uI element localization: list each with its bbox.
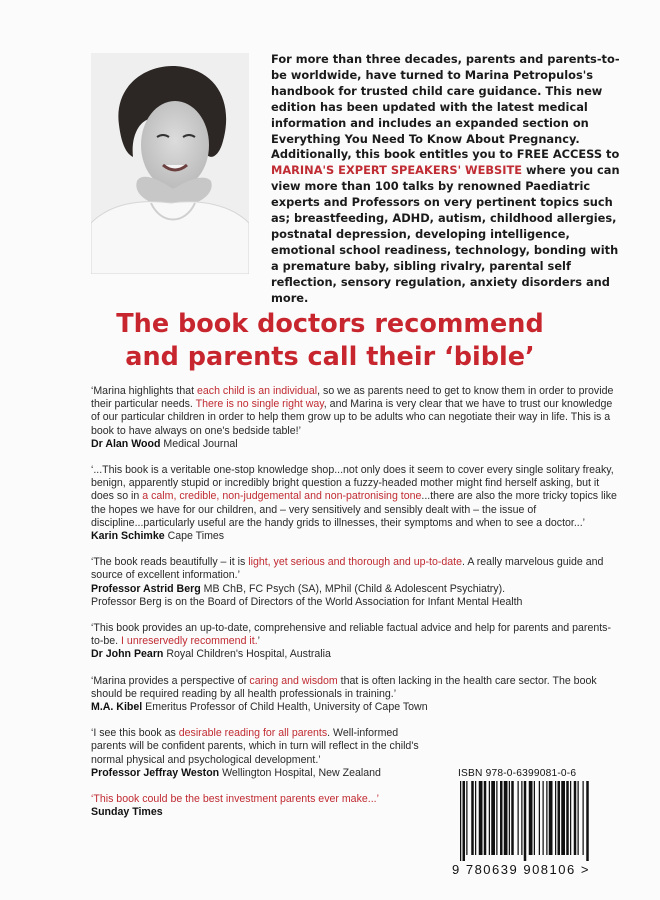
barcode-bar <box>460 781 461 861</box>
barcode-bar <box>574 781 577 855</box>
reviewer-affiliation: Emeritus Professor of Child Health, University of Cape Town <box>145 701 428 714</box>
barcode-bar <box>496 781 497 855</box>
quote-text: that is often lacking in the health care sector. The book should be required reading by all health professionals in training.’ <box>91 674 597 700</box>
barcode-bar <box>471 781 474 855</box>
review-sunday-times <box>91 793 431 819</box>
barcode-bar <box>549 781 553 855</box>
barcode-bar <box>586 781 589 861</box>
barcode-bar <box>555 781 556 855</box>
barcode-bar <box>546 781 547 855</box>
review-john-pearn <box>91 622 621 662</box>
quote-text: ...there are also the more tricky topics like the hopes we have for our children, and – very sensitively and sensibly dealt with – the issue of discipline...particularly useful are the handy grids to illnesses, their symptoms and when to see a doctor...’ <box>91 490 617 529</box>
reviewer-affiliation: MB ChB, FC Psych (SA), MPhil (Child & Adolescent Psychiatry). <box>203 582 506 595</box>
barcode-bar <box>466 781 467 855</box>
quote-highlight: ‘This book could be the best investment parents ever make...’ <box>91 793 379 806</box>
review-author <box>91 767 421 780</box>
reviewer-affiliation: Cape Times <box>167 530 225 543</box>
barcode-bar <box>543 781 544 855</box>
barcode-bar <box>583 781 584 855</box>
quote-highlight: caring and wisdom <box>249 674 338 687</box>
barcode-bar <box>500 781 503 855</box>
quote-text: ‘The book reads beautifully – it is <box>91 556 249 569</box>
intro-paragraph <box>271 52 626 307</box>
barcode-bar <box>463 781 466 861</box>
isbn-barcode <box>452 768 627 877</box>
barcode-bar <box>489 781 490 855</box>
quote-text: , and Marina is very clear that we have to trust our knowledge of our particular children in order to help them grow up to be adults who can negotiate their way in life. This is a book to have always on one's bedside table!’ <box>91 398 613 437</box>
quote-text: , so we as parents need to get to know them in order to provide their particular needs. <box>91 385 614 411</box>
reviewer-affiliation: Wellington Hospital, New Zealand <box>222 766 381 779</box>
review-author <box>91 701 621 714</box>
quote-text: . A really marvelous guide and source of excellent information.’ <box>91 556 604 582</box>
barcode-bar <box>509 781 510 855</box>
review-alan-wood <box>91 385 621 451</box>
review-quote <box>91 793 431 806</box>
quote-highlight: light, yet serious and thorough and up-to-date <box>248 556 463 569</box>
reviewer-name: Professor Astrid Berg <box>91 582 201 595</box>
quote-text: ‘I see this book as <box>91 727 179 740</box>
review-quote <box>91 385 621 438</box>
barcode-bar <box>504 781 508 855</box>
barcode-bar <box>475 781 476 855</box>
review-author <box>91 530 621 543</box>
barcode-bar <box>566 781 569 855</box>
quote-highlight: desirable reading for all parents <box>178 727 328 740</box>
reviews-section <box>91 385 621 832</box>
quote-text: ‘Marina highlights that <box>91 385 197 397</box>
barcode-bars <box>452 781 624 861</box>
reviewer-extra: Professor Berg is on the Board of Directors of the World Association for Infant Mental Health <box>91 595 523 608</box>
quote-highlight: each child is an individual <box>197 385 318 397</box>
barcode-bar <box>529 781 533 855</box>
intro-text-before: For more than three decades, parents and parents-to-be worldwide, have turned to Marina Petropulos's handbook for trusted child care guidance. This new edition has been updated with the latest medical information and includes an expanded section on Everything You Need To Know About Pregnancy. Additionally, this book entitles you to FREE ACCESS to <box>271 52 620 162</box>
barcode-bar <box>524 781 527 861</box>
review-quote <box>91 464 621 530</box>
author-photo <box>91 53 249 274</box>
barcode-digits: 9 780639 908106 > <box>452 862 590 877</box>
reviewer-name: Dr John Pearn <box>91 648 164 661</box>
barcode-bar <box>534 781 535 855</box>
review-ma-kibel <box>91 675 621 715</box>
review-quote <box>91 622 621 648</box>
headline-line-1: The book doctors recommend <box>116 309 544 339</box>
barcode-bar <box>561 781 565 855</box>
headline <box>0 308 660 374</box>
reviewer-name: Professor Jeffray Weston <box>91 766 220 779</box>
quote-text: ’ <box>257 635 261 648</box>
reviewer-name: Sunday Times <box>91 806 163 819</box>
barcode-bar <box>578 781 579 855</box>
barcode-bar <box>491 781 495 855</box>
reviewer-name: M.A. Kibel <box>91 701 143 714</box>
barcode-bar <box>511 781 514 855</box>
quote-text: ‘This book provides an up-to-date, comprehensive and reliable factual advice and help for parents and parents-to-be. <box>91 622 611 648</box>
barcode-bar <box>479 781 483 855</box>
reviewer-affiliation: Royal Children's Hospital, Australia <box>166 648 331 661</box>
review-jeffray-weston <box>91 727 421 780</box>
reviewer-name: Dr Alan Wood <box>91 437 161 450</box>
expert-website-highlight: MARINA'S EXPERT SPEAKERS' WEBSITE <box>271 163 523 178</box>
quote-text: . Well-informed parents will be confident parents, which in turn will reflect in the child's normal physical and psychological development.’ <box>91 727 419 766</box>
review-author <box>91 806 431 819</box>
quote-text: ‘...This book is a veritable one-stop knowledge shop...not only does it seem to cover every single solitary freaky, benign, apparently stupid or incredibly bright question a fuzzy-headed mother might find herself asking, but it does so in <box>91 464 614 503</box>
quote-highlight: There is no single right way <box>195 398 324 411</box>
barcode-bar <box>484 781 487 855</box>
barcode-bar <box>558 781 561 855</box>
review-quote <box>91 556 621 582</box>
barcode-bar <box>521 781 522 855</box>
review-quote <box>91 727 421 767</box>
barcode-bar <box>518 781 519 855</box>
reviewer-affiliation: Medical Journal <box>163 437 238 450</box>
quote-text: ‘Marina provides a perspective of <box>91 674 250 687</box>
review-author <box>91 648 621 661</box>
barcode-bar <box>539 781 540 855</box>
review-karin-schimke <box>91 464 621 543</box>
quote-highlight: I unreservedly recommend it. <box>121 635 258 648</box>
review-author <box>91 438 621 451</box>
review-quote <box>91 675 621 701</box>
review-astrid-berg <box>91 556 621 609</box>
quote-highlight: a calm, credible, non-judgemental and non-patronising tone <box>142 490 422 503</box>
barcode-bar <box>570 781 571 855</box>
intro-text-after: where you can view more than 100 talks by renowned Paediatric experts and Professors on very pertinent topics such as; breastfeeding, ADHD, autism, childhood allergies, postnatal depression, developing intelligence, emotional school readiness, technology, bonding with a premature baby, sibling rivalry, parental self reflection, sensory regulation, anxiety disorders and more. <box>271 163 620 305</box>
isbn-label: ISBN 978-0-6399081-0-6 <box>458 768 577 779</box>
reviewer-name: Karin Schimke <box>91 530 165 543</box>
review-author <box>91 583 621 596</box>
headline-line-2: and parents call their ‘bible’ <box>125 342 535 372</box>
